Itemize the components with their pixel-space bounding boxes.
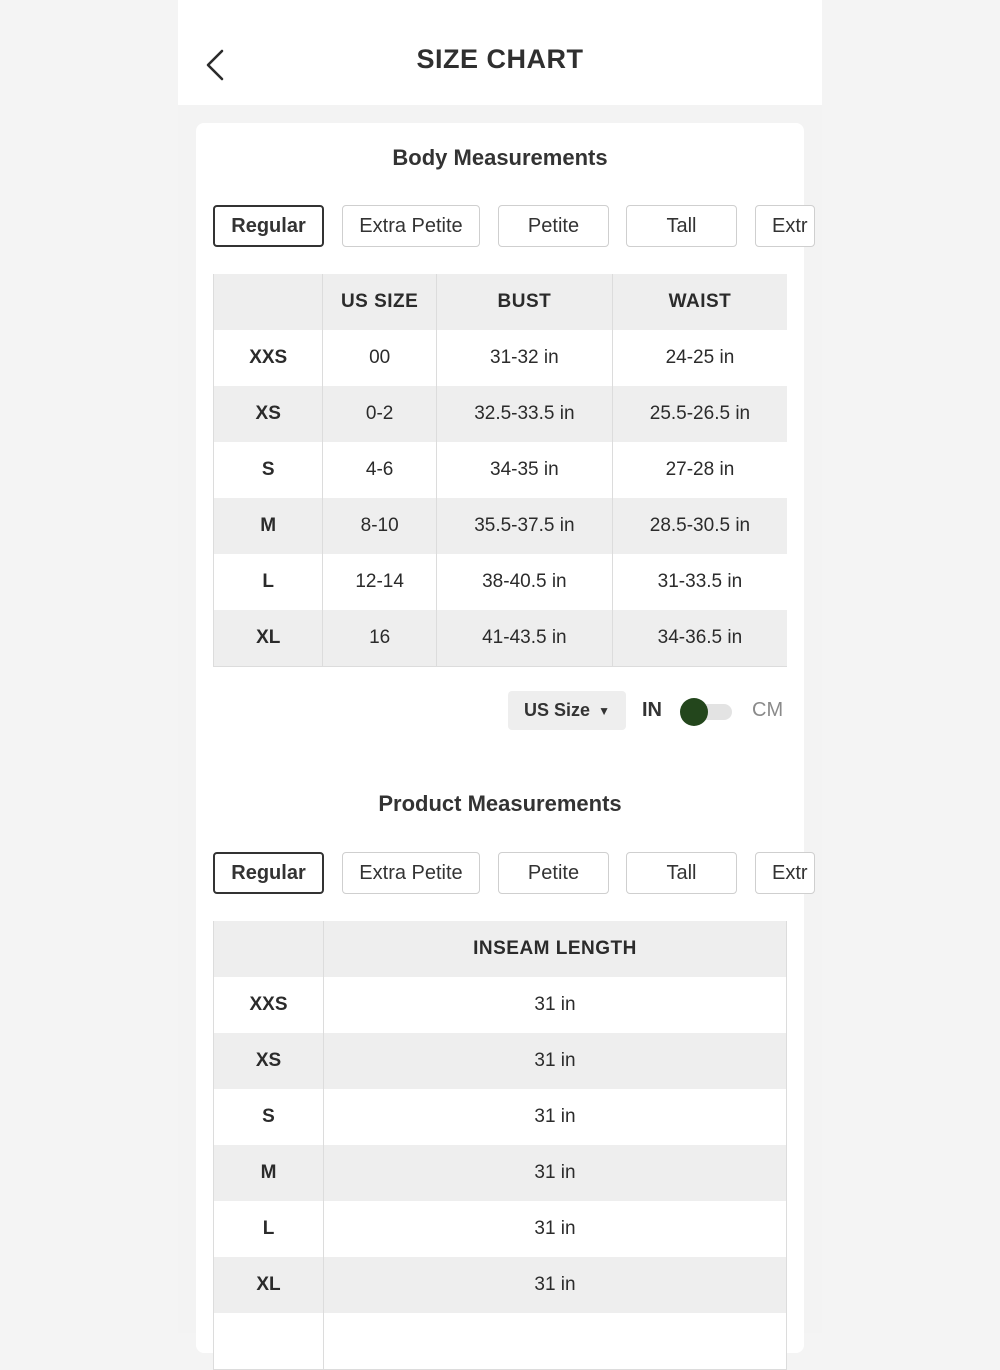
inseam-cell: 31 in xyxy=(534,1050,576,1071)
us-size-cell: 8-10 xyxy=(323,498,436,554)
product-measurements-table xyxy=(213,921,787,1370)
size-cell: XL xyxy=(214,1257,324,1313)
bust-cell: 34-35 in xyxy=(436,442,612,498)
inseam-cell: 31 in xyxy=(534,1162,576,1183)
table-header-row xyxy=(214,921,787,977)
waist-cell: 25.5-26.5 in xyxy=(649,403,751,424)
column-header-waist: WAIST xyxy=(668,291,732,312)
us-size-cell: 0-2 xyxy=(323,386,436,442)
size-cell: XS xyxy=(214,1033,324,1089)
table-row xyxy=(214,386,788,442)
tab-tall[interactable]: Tall xyxy=(626,852,737,894)
bust-cell: 32.5-33.5 in xyxy=(436,386,612,442)
product-fit-tabs xyxy=(213,852,813,896)
size-cell: XL xyxy=(214,610,323,667)
waist-cell: 24-25 in xyxy=(665,347,735,368)
bust-cell: 38-40.5 in xyxy=(436,554,612,610)
us-size-cell: 4-6 xyxy=(323,442,436,498)
body-measurements-table xyxy=(213,274,787,667)
size-cell xyxy=(214,1313,324,1370)
inseam-cell: 31 in xyxy=(534,1106,576,1127)
size-system-dropdown[interactable] xyxy=(508,691,626,730)
tab-extra-tall[interactable]: Extr xyxy=(755,205,815,247)
size-cell: L xyxy=(214,1201,324,1257)
tab-regular[interactable]: Regular xyxy=(213,852,324,894)
column-header-size xyxy=(214,921,324,977)
size-chart-screen xyxy=(178,0,822,1333)
size-cell: S xyxy=(214,442,323,498)
size-system-value: US Size xyxy=(524,700,591,720)
page-title: SIZE CHART xyxy=(416,44,584,74)
unit-controls xyxy=(196,691,804,731)
table-row xyxy=(214,610,788,667)
unit-label-cm[interactable]: CM xyxy=(752,699,784,721)
table-row xyxy=(214,1257,787,1313)
bust-cell: 35.5-37.5 in xyxy=(436,498,612,554)
tab-petite[interactable]: Petite xyxy=(498,205,609,247)
table-row xyxy=(214,554,788,610)
tab-petite[interactable]: Petite xyxy=(498,852,609,894)
bust-cell: 41-43.5 in xyxy=(436,610,612,667)
size-cell: L xyxy=(214,554,323,610)
column-header-us-size: US SIZE xyxy=(323,274,436,330)
size-cell: S xyxy=(214,1089,324,1145)
table-row xyxy=(214,1201,787,1257)
table-header-row xyxy=(214,274,788,330)
table-row xyxy=(214,442,788,498)
waist-cell: 27-28 in xyxy=(665,459,735,480)
product-measurements-title: Product Measurements xyxy=(378,791,622,816)
inseam-cell: 31 in xyxy=(534,994,576,1015)
inseam-cell: 31 in xyxy=(534,1218,576,1239)
us-size-cell: 12-14 xyxy=(323,554,436,610)
column-header-inseam: INSEAM LENGTH xyxy=(473,938,637,959)
inseam-cell xyxy=(324,1313,787,1370)
unit-label-in[interactable]: IN xyxy=(642,699,662,721)
body-fit-tabs xyxy=(213,205,813,249)
table-row xyxy=(214,977,787,1033)
us-size-cell: 16 xyxy=(323,610,436,667)
size-cell: M xyxy=(214,1145,324,1201)
table-row xyxy=(214,498,788,554)
waist-cell: 34-36.5 in xyxy=(657,627,743,648)
table-row xyxy=(214,1145,787,1201)
size-cell: XXS xyxy=(214,977,324,1033)
inseam-cell: 31 in xyxy=(534,1274,576,1295)
header-bar xyxy=(178,0,822,105)
tab-regular[interactable]: Regular xyxy=(213,205,324,247)
table-row xyxy=(214,330,788,386)
caret-down-icon: ▼ xyxy=(598,703,610,718)
column-header-bust: BUST xyxy=(436,274,612,330)
tab-extra-petite[interactable]: Extra Petite xyxy=(342,205,480,247)
bust-cell: 31-32 in xyxy=(436,330,612,386)
column-header-size xyxy=(214,274,323,330)
size-cell: XS xyxy=(214,386,323,442)
tab-extra-tall[interactable]: Extr xyxy=(755,852,815,894)
table-row xyxy=(214,1313,787,1370)
table-row xyxy=(214,1033,787,1089)
waist-cell: 28.5-30.5 in xyxy=(649,515,751,536)
toggle-knob xyxy=(680,698,708,726)
waist-cell: 31-33.5 in xyxy=(657,571,743,592)
body-measurements-title: Body Measurements xyxy=(392,145,608,170)
tab-extra-petite[interactable]: Extra Petite xyxy=(342,852,480,894)
size-cell: XXS xyxy=(214,330,323,386)
size-cell: M xyxy=(214,498,323,554)
unit-toggle[interactable] xyxy=(680,698,736,724)
tab-tall[interactable]: Tall xyxy=(626,205,737,247)
size-chart-card xyxy=(196,123,808,1353)
table-row xyxy=(214,1089,787,1145)
us-size-cell: 00 xyxy=(323,330,436,386)
